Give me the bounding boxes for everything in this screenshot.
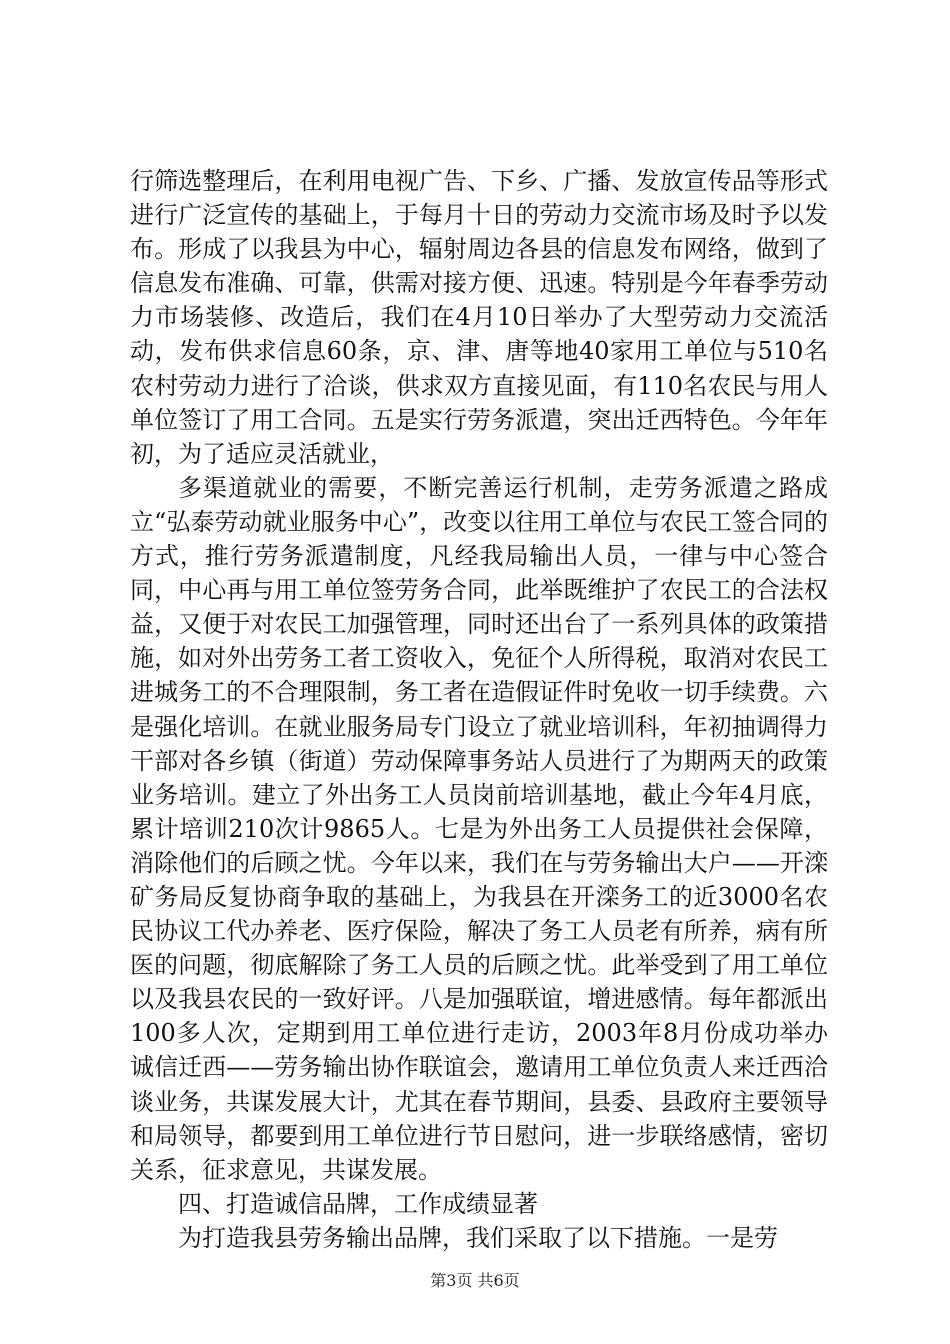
paragraph: 多渠道就业的需要，不断完善运行机制，走劳务派遣之路成立“弘泰劳动就业服务中心”，改变以往用工单位与农民工签合同的方式，推行劳务派遣制度，凡经我局输出人员，一律与中心签合同，中心再与用工单位签劳务合同，此举既维护了农民工的合法权益，又便于对农民工加强管理，同时还出台了一系列具体的政策措施，如对外出劳务工者工资收入，免征个人所得税，取消对农民工进城务工的不合理限制，务工者在造假证件时免收一切手续费。六是强化培训。在就业服务局专门设立了就业培训科，年初抽调得力干部对各乡镇（街道）劳动保障事务站人员进行了为期两天的政策业务培训。建立了外出务工人员岗前培训基地，截止今年4月底，累计培训210次计9865人。七是为外出务工人员提供社会保障，消除他们的后顾之忧。今年以来，我们在与劳务输出大户——开滦矿务局反复协商争取的基础上，为我县在开滦务工的近3000名农民协议工代办养老、医疗保险，解决了务工人员老有所养，病有所医的问题，彻底解除了务工人员的后顾之忧。此举受到了用工单位以及我县农民的一致好评。八是加强联谊，增进感情。每年都派出100多人次，定期到用工单位进行走访，2003年8月份成功举办诚信迁西——劳务输出协作联谊会，邀请用工单位负责人来迁西洽谈业务，共谋发展大计，尤其在春节期间，县委、县政府主要领导和局领导，都要到用工单位进行节日慰问，进一步联络感情，密切关系，征求意见，共谋发展。 bbox=[130, 473, 828, 1184]
page-number-footer: 第3页 共6页 bbox=[430, 1271, 520, 1290]
document-body bbox=[130, 164, 828, 1255]
paragraph-continued: 行筛选整理后，在利用电视广告、下乡、广播、发放宣传品等形式进行广泛宣传的基础上，于每月十日的劳动力交流市场及时予以发布。形成了以我县为中心，辐射周边各县的信息发布网络，做到了信息发布准确、可靠，供需对接方便、迅速。特别是今年春季劳动力市场装修、改造后，我们在4月10日举办了大型劳动力交流活动，发布供求信息60条，京、津、唐等地40家用工单位与510名农村劳动力进行了洽谈，供求双方直接见面，有110名农民与用人单位签订了用工合同。五是实行劳务派遣，突出迁西特色。今年年初，为了适应灵活就业， bbox=[130, 167, 828, 468]
section-heading: 四、打造诚信品牌，工作成绩显著 bbox=[178, 1189, 538, 1218]
paragraph: 为打造我县劳务输出品牌，我们采取了以下措施。一是劳 bbox=[178, 1223, 778, 1252]
